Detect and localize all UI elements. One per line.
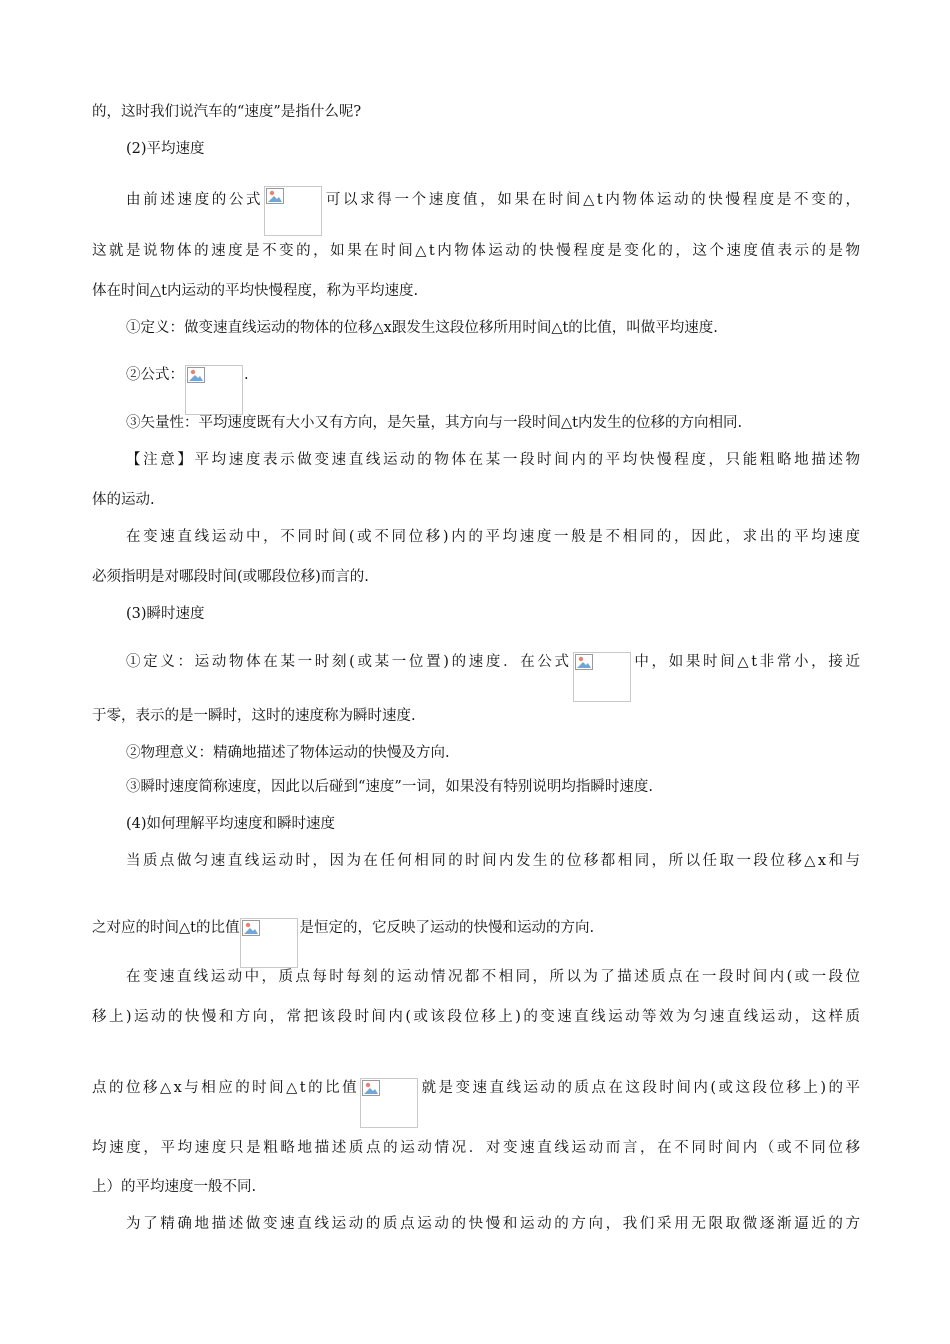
text-line: 移上)运动的快慢和方向，常把该段时间内(或该段位移上)的变速直线运动等效为匀速直线运动，这样质 — [92, 1009, 860, 1025]
vector-property-line: ③矢量性：平均速度既有大小又有方向，是矢量，其方向与一段时间△t内发生的位移的方向相同. — [126, 415, 743, 431]
broken-image-icon — [266, 188, 284, 204]
text-line: 均速度，平均速度只是粗略地描述质点的运动情况．对变速直线运动而言，在不同时间内（或不同位移 — [92, 1140, 860, 1156]
broken-image-icon — [362, 1080, 380, 1096]
section-heading-average-velocity: (2)平均速度 — [126, 141, 205, 157]
text-line: 必须指明是对哪段时间(或哪段位移)而言的. — [92, 569, 369, 585]
definition-line: ①定义：做变速直线运动的物体的位移△x跟发生这段位移所用时间△t的比值，叫做平均速度. — [126, 320, 718, 336]
broken-image-icon — [575, 654, 593, 670]
definition-line: ①定义：运动物体在某一时刻(或某一位置)的速度．在公式 中，如果时间△t非常小，接近 — [126, 652, 860, 702]
text-line: 的，这时我们说汽车的“速度”是指什么呢? — [92, 104, 362, 120]
section-heading-instantaneous-velocity: (3)瞬时速度 — [126, 606, 205, 622]
text-line: 体在时间△t内运动的平均快慢程度，称为平均速度. — [92, 283, 419, 299]
broken-image-icon — [187, 367, 205, 383]
formula-image — [360, 1078, 418, 1128]
text-line: 当质点做匀速直线运动时，因为在任何相同的时间内发生的位移都相同，所以任取一段位移△x和与 — [126, 853, 860, 869]
broken-image-icon — [242, 920, 260, 936]
formula-image — [573, 652, 631, 702]
text-line: 在变速直线运动中，质点每时每刻的运动情况都不相同，所以为了描述质点在一段时间内(或一段位 — [126, 969, 860, 985]
physical-meaning-line: ②物理意义：精确地描述了物体运动的快慢及方向. — [126, 745, 450, 761]
text-line: 为了精确地描述做变速直线运动的质点运动的快慢和运动的方向，我们采用无限取微逐渐逼近的方 — [126, 1216, 860, 1232]
formula-image — [264, 186, 322, 236]
formula-line: ②公式： . — [126, 365, 860, 415]
text-line: 之对应的时间△t的比值 是恒定的，它反映了运动的快慢和运动的方向. — [92, 918, 860, 968]
text-line: 于零，表示的是一瞬时，这时的速度称为瞬时速度. — [92, 708, 416, 724]
formula-image — [185, 365, 243, 415]
text-line: 体的运动. — [92, 492, 155, 508]
formula-image — [240, 918, 298, 968]
section-heading-understanding: (4)如何理解平均速度和瞬时速度 — [126, 816, 336, 832]
text-line: 这就是说物体的速度是不变的，如果在时间△t内物体运动的快慢程度是变化的，这个速度值表示的是物 — [92, 243, 860, 259]
text-line: ③瞬时速度简称速度，因此以后碰到“速度”一词，如果没有特别说明均指瞬时速度. — [126, 779, 653, 795]
text-line: 上）的平均速度一般不同. — [92, 1179, 257, 1195]
text-line: 由前述速度的公式 可以求得一个速度值，如果在时间△t内物体运动的快慢程度是不变的， — [126, 186, 860, 236]
note-line: 【注意】平均速度表示做变速直线运动的物体在某一段时间内的平均快慢程度，只能粗略地描述物 — [126, 452, 860, 468]
text-line: 点的位移△x与相应的时间△t的比值 就是变速直线运动的质点在这段时间内(或这段位移上)的平 — [92, 1078, 860, 1128]
text-line: 在变速直线运动中，不同时间(或不同位移)内的平均速度一般是不相同的，因此，求出的平均速度 — [126, 529, 860, 545]
